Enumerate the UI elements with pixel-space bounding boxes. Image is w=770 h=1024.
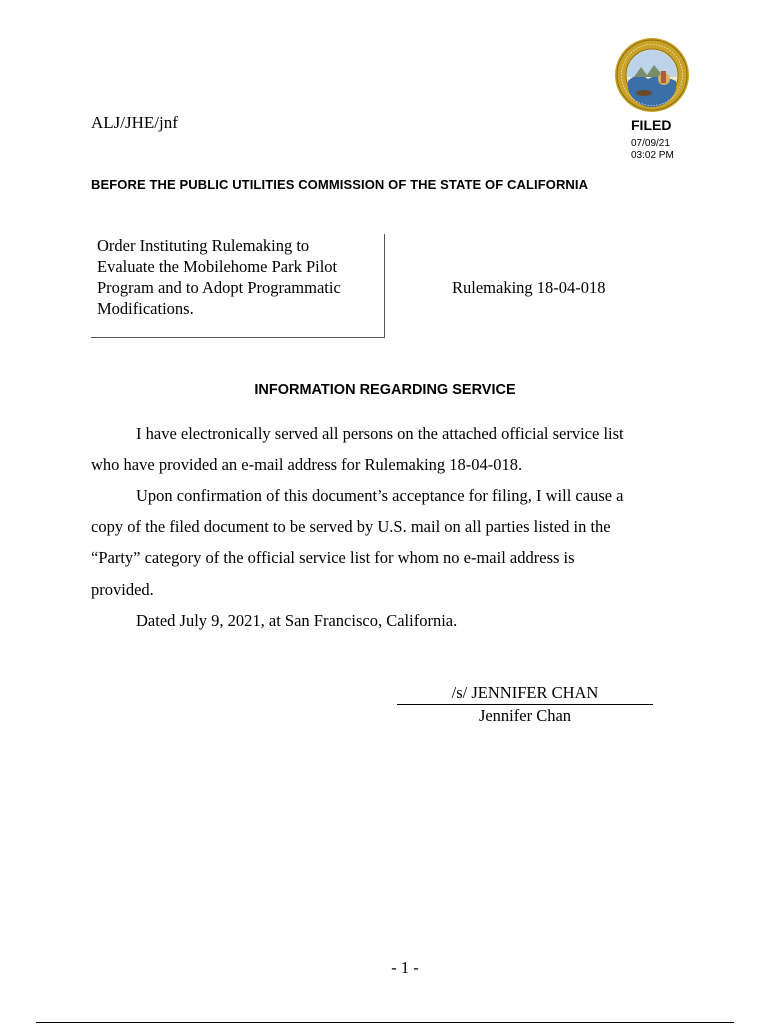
commission-seal [614, 37, 690, 113]
page-number: - 1 - [391, 958, 419, 977]
caption-line: Modifications. [97, 299, 194, 318]
body-line: Upon confirmation of this document’s acceptance for filing, I will cause a [136, 486, 624, 505]
body-line: who have provided an e-mail address for Rulemaking 18-04-018. [91, 455, 523, 474]
seal-icon [614, 37, 690, 113]
bottom-divider [36, 1022, 734, 1023]
signatory-name: Jennifer Chan [478, 706, 572, 725]
filed-stamp-label: FILED [631, 117, 672, 133]
body-line: copy of the filed document to be served by U.S. mail on all parties listed in the [91, 517, 611, 536]
proceeding-number: Rulemaking 18-04-018 [452, 278, 606, 297]
body-line: provided. [91, 580, 154, 599]
commission-heading: BEFORE THE PUBLIC UTILITIES COMMISSION OF THE STATE OF CALIFORNIA [91, 177, 589, 192]
filed-stamp-date: 07/09/21 [631, 138, 670, 149]
body-line: I have electronically served all persons on the attached official service list [136, 424, 624, 443]
dated-line: Dated July 9, 2021, at San Francisco, California. [136, 611, 458, 630]
caption-line: Evaluate the Mobilehome Park Pilot [97, 257, 338, 276]
docket-initials: ALJ/JHE/jnf [91, 113, 178, 132]
document-title: INFORMATION REGARDING SERVICE [254, 382, 516, 398]
caption-line: Program and to Adopt Programmatic [97, 278, 341, 297]
signature-line: /s/ JENNIFER CHAN [397, 683, 653, 705]
caption-line: Order Instituting Rulemaking to [97, 236, 310, 255]
body-line: “Party” category of the official service list for whom no e-mail address is [91, 548, 575, 567]
filed-stamp-time: 03:02 PM [631, 150, 674, 161]
